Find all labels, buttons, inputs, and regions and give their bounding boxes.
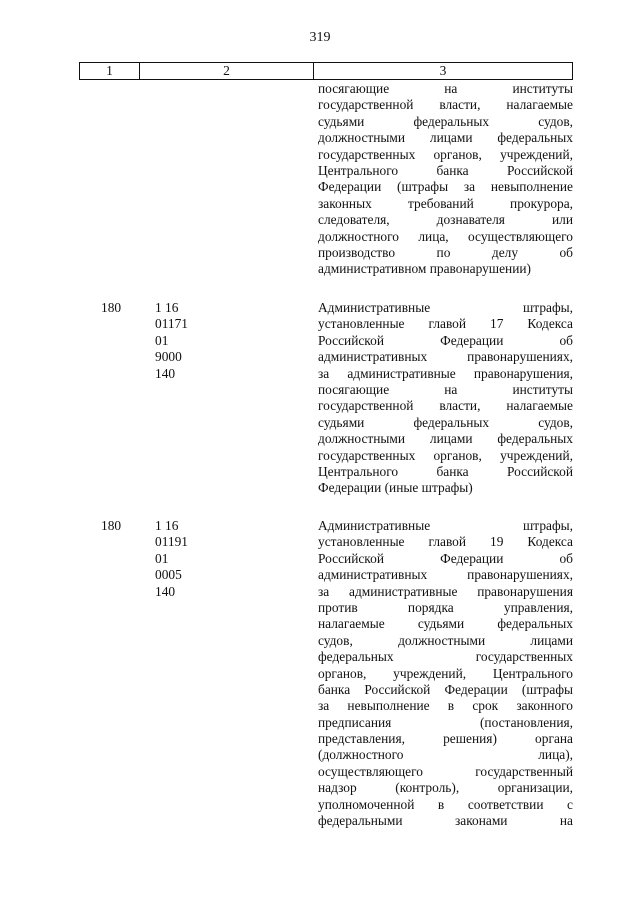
text-line: Федерации (штрафы за невыполнение: [318, 179, 573, 195]
text-line: банка Российской Федерации (штрафы: [318, 681, 573, 697]
text-line: осуществляющего государственный: [318, 763, 573, 779]
text-line: установленные главой 19 Кодекса: [318, 534, 573, 550]
text-line: следователя, дознавателя или: [318, 212, 573, 228]
text-line: судов, должностными лицами: [318, 632, 573, 648]
text-line: судьями федеральных судов,: [318, 113, 573, 129]
text-line: посягающие на институты: [318, 381, 573, 397]
text-line: производство по делу об: [318, 244, 573, 260]
text-line: (должностного лица),: [318, 747, 573, 763]
text-line: представления, решения) органа: [318, 731, 573, 747]
text-line: административном правонарушении): [318, 261, 532, 277]
text-line: государственной власти, налагаемые: [318, 398, 573, 414]
text-line: Центрального банка Российской: [318, 463, 573, 479]
text-line: установленные главой 17 Кодекса: [318, 316, 573, 332]
text-line: за административные правонарушения: [318, 583, 573, 599]
text-line: должностного лица, осуществляющего: [318, 228, 573, 244]
header-col-3: 3: [439, 63, 447, 78]
text-line: законных требований прокурора,: [318, 195, 573, 211]
text-line: должностными лицами федеральных: [318, 130, 573, 146]
text-line: посягающие на институты: [318, 81, 573, 96]
text-line: органов, учреждений, Центрального: [318, 665, 573, 681]
admin-code: 180: [101, 518, 122, 533]
text-line: Административные штрафы,: [318, 300, 573, 315]
text-line: судьями федеральных судов,: [318, 414, 573, 430]
row-description: [318, 300, 573, 497]
text-line: федеральными законами на: [318, 813, 573, 829]
kbk-code: 1 16 01171 01 9000 140: [155, 300, 188, 381]
text-line: Российской Федерации об: [318, 550, 573, 566]
text-line: предписания (постановления,: [318, 714, 573, 730]
text-line: налагаемые судьями федеральных: [318, 616, 573, 632]
text-line: Административные штрафы,: [318, 518, 573, 533]
text-line: надзор (контроль), организации,: [318, 780, 573, 796]
header-col-2: 2: [140, 63, 314, 79]
text-line: административных правонарушениях,: [318, 567, 573, 583]
row-description: [318, 518, 573, 829]
text-line: государственных органов, учреждений,: [318, 447, 573, 463]
kbk-code: 1 16 01191 01 0005 140: [155, 518, 188, 599]
text-line: против порядка управления,: [318, 599, 573, 615]
text-line: должностными лицами федеральных: [318, 431, 573, 447]
text-line: Центрального банка Российской: [318, 162, 573, 178]
text-line: государственной власти, налагаемые: [318, 97, 573, 113]
text-line: государственных органов, учреждений,: [318, 146, 573, 162]
page-number: 319: [309, 30, 331, 45]
table-header: [79, 62, 573, 80]
text-line: за невыполнение в срок законного: [318, 698, 573, 714]
text-line: за административные правонарушения,: [318, 365, 573, 381]
admin-code: 180: [101, 300, 122, 315]
text-line: административных правонарушениях,: [318, 349, 573, 365]
continuation-text: [318, 81, 573, 278]
text-line: федеральных государственных: [318, 649, 573, 665]
header-col-1: 1: [80, 63, 140, 79]
text-line: Российской Федерации об: [318, 332, 573, 348]
text-line: Федерации (иные штрафы): [318, 480, 473, 496]
text-line: уполномоченной в соответствии с: [318, 796, 573, 812]
